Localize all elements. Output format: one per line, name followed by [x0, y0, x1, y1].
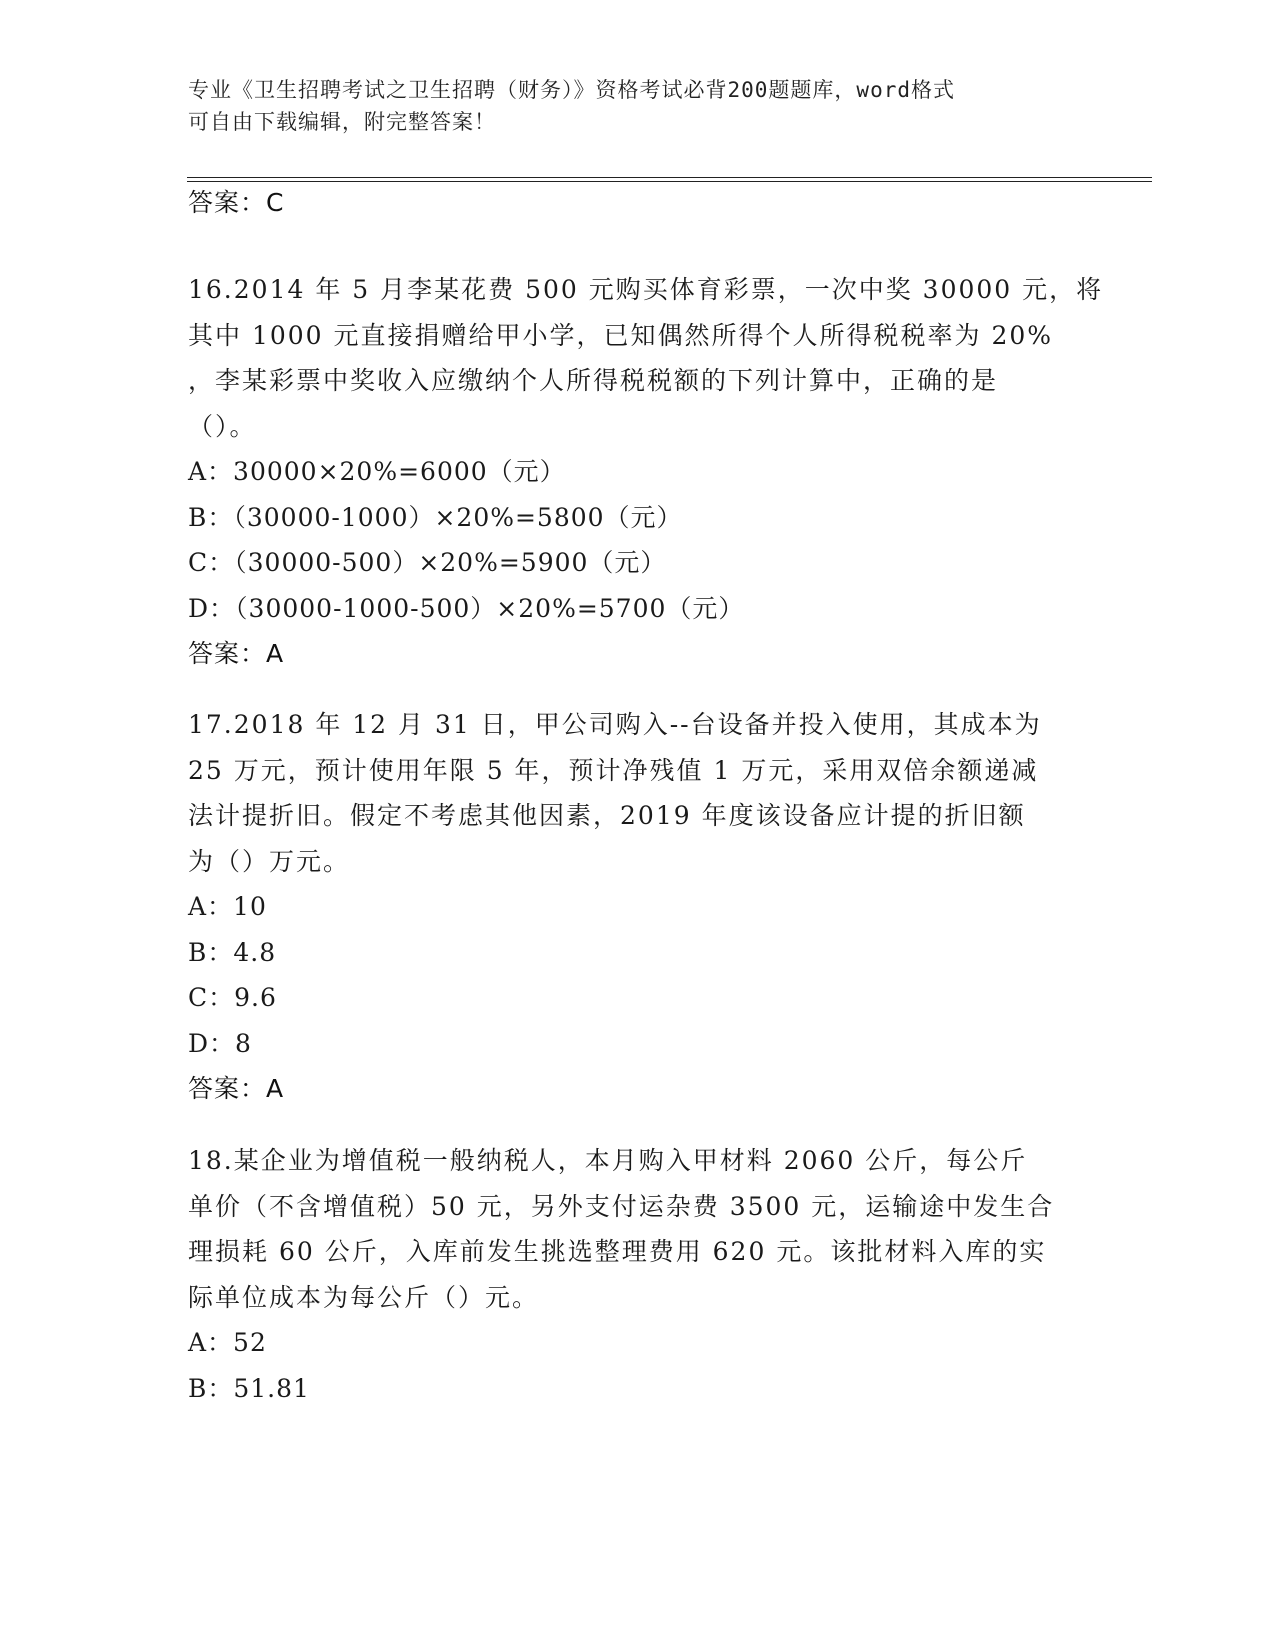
option-b: B：（30000-1000）×20%=5800（元） — [188, 502, 683, 532]
question-16 — [188, 267, 1104, 677]
document-header — [188, 74, 1068, 138]
option-d: D：（30000-1000-500）×20%=5700（元） — [188, 593, 745, 623]
header-divider-top — [187, 177, 1152, 178]
option-c: C：（30000-500）×20%=5900（元） — [188, 548, 667, 577]
question-stem — [188, 267, 1104, 449]
header-title-line-2: 可自由下载编辑，附完整答案！ — [188, 110, 496, 134]
option-d: D：8 — [188, 1028, 252, 1058]
option-b: B：4.8 — [188, 937, 277, 967]
question-line: 16.2014 年 5 月李某花费 500 元购买体育彩票，一次中奖 30000 元，将 — [188, 275, 1104, 304]
option-a: A：52 — [188, 1328, 267, 1357]
option-c: C：9.6 — [188, 983, 277, 1012]
option-a: A：10 — [188, 892, 267, 921]
question-line: 为（）万元。 — [188, 846, 351, 876]
question-line: ，李某彩票中奖收入应缴纳个人所得税税额的下列计算中，正确的是 — [188, 366, 999, 395]
question-18 — [188, 1138, 1088, 1411]
question-line: 际单位成本为每公斤（）元。 — [188, 1282, 540, 1312]
question-line: 25 万元，预计使用年限 5 年，预计净残值 1 万元，采用双倍余额递减 — [188, 755, 1039, 785]
question-stem — [188, 702, 1088, 884]
option-b: B：51.81 — [188, 1373, 310, 1403]
answer-line: 答案：A — [188, 639, 285, 668]
option-a: A：30000×20%=6000（元） — [188, 457, 566, 486]
answer-line: 答案：C — [188, 188, 285, 217]
header-title-line-1: 专业《卫生招聘考试之卫生招聘（财务）》资格考试必背200题题库，word格式 — [188, 78, 955, 102]
answer-line: 答案：A — [188, 1074, 285, 1103]
question-line: 其中 1000 元直接捐赠给甲小学，已知偶然所得个人所得税税率为 20% — [188, 320, 1054, 350]
question-line: 理损耗 60 公斤，入库前发生挑选整理费用 620 元。该批材料入库的实 — [188, 1237, 1047, 1266]
question-line: 17.2018 年 12 月 31 日，甲公司购入--台设备并投入使用，其成本为 — [188, 710, 1042, 739]
question-line: （）。 — [188, 411, 257, 441]
question-line: 18.某企业为增值税一般纳税人，本月购入甲材料 2060 公斤，每公斤 — [188, 1146, 1028, 1175]
question-line: 单价（不含增值税）50 元，另外支付运杂费 3500 元，运输途中发生合 — [188, 1191, 1055, 1221]
question-stem — [188, 1138, 1088, 1320]
question-17 — [188, 702, 1088, 1112]
question-line: 法计提折旧。假定不考虑其他因素，2019 年度该设备应计提的折旧额 — [188, 801, 1026, 830]
